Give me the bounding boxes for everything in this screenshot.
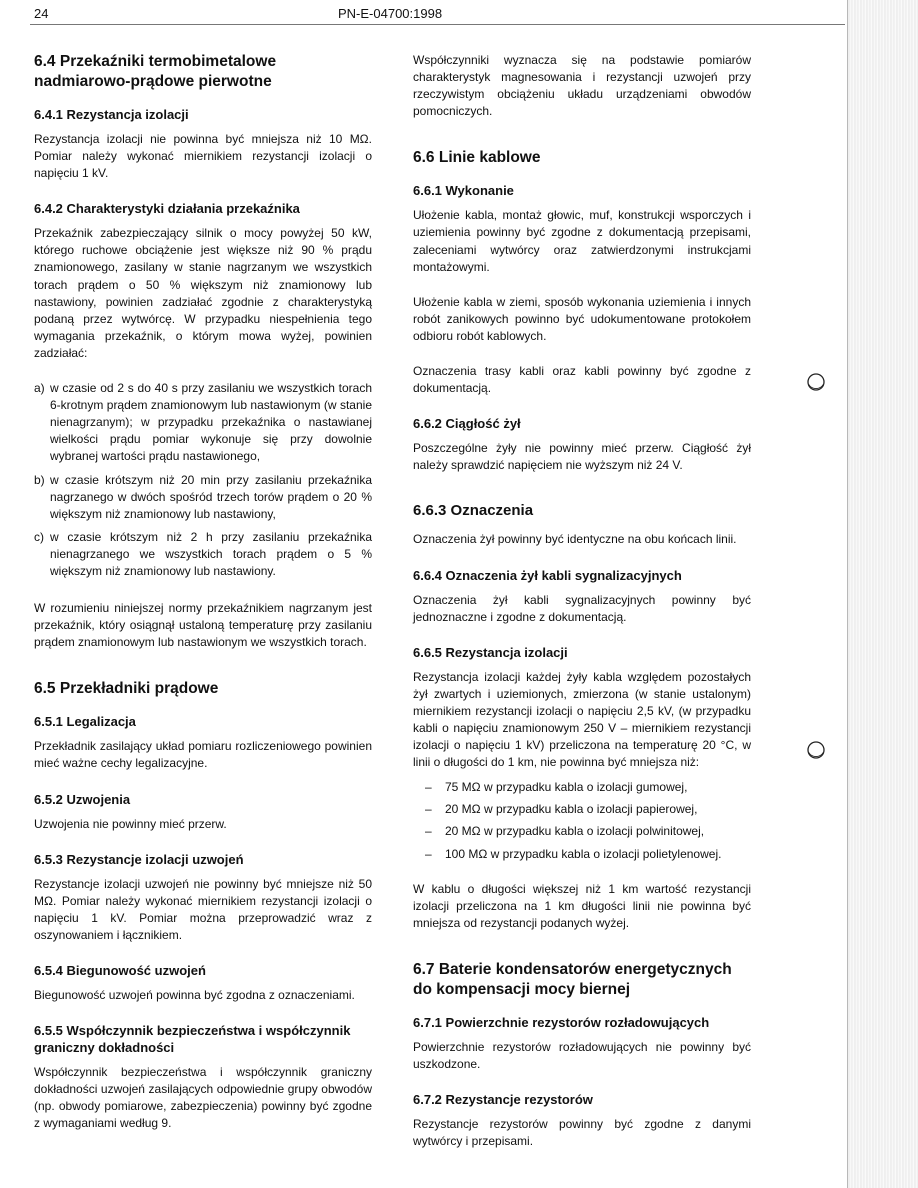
section-6-7-1-text: Powierzchnie rezystorów rozładowujących nie powinny być uszkodzone. xyxy=(413,1039,751,1071)
section-6-6-5-title: 6.6.5 Rezystancja izolacji xyxy=(413,644,568,660)
header-rule xyxy=(30,24,845,25)
section-6-4-1-text: Rezystancja izolacji nie powinna być mniejsza niż 10 MΩ. Pomiar należy wykonać miernikiem rezystancji izolacji o napięciu 1 kV. xyxy=(34,132,372,181)
section-6-6-3-title: 6.6.3 Oznaczenia xyxy=(413,502,534,520)
right-column xyxy=(413,52,751,1168)
section-6-7-2-title: 6.7.2 Rezystancje rezystorów xyxy=(413,1092,593,1108)
section-6-6-title: 6.6 Linie kablowe xyxy=(413,149,541,167)
list-item xyxy=(413,779,751,796)
list-marker: c) xyxy=(34,529,44,544)
list-item-text: 100 MΩ w przypadku kabla o izolacji polietylenowej. xyxy=(445,846,722,861)
section-6-4-2-title: 6.4.2 Charakterystyki działania przekaźnika xyxy=(34,201,300,217)
section-6-4-1-title: 6.4.1 Rezystancja izolacji xyxy=(34,107,189,122)
list-marker: – xyxy=(425,824,432,839)
section-6-6-2-text: Poszczególne żyły nie powinny mieć przerw. Ciągłość żył należy sprawdzić napięciem nie wyższym niż 24 V. xyxy=(413,441,751,473)
list-marker: – xyxy=(425,802,432,817)
section-6-4-2-note: W rozumieniu niniejszej normy przekaźnikiem nagrzanym jest przekaźnik, który osiągnął ustaloną temperaturę przy zasilaniu prądem znamionowym lub nastawionym we wszystkich torach. xyxy=(34,601,372,650)
section-6-6-1-paragraph: Ułożenie kabla w ziemi, sposób wykonania uziemienia i innych robót zanikowych powinno być udokumentowane protokołem odbioru robót kablowych. xyxy=(413,294,751,343)
resistance-list xyxy=(413,779,751,862)
list-marker: b) xyxy=(34,472,45,487)
binder-hole-icon xyxy=(806,740,826,760)
list-item-text: w czasie krótszym niż 2 h przy zasilaniu przekaźnika nienagrzanego we wszystkich torach prądem o 5 % większym niż znamionowy lub nastawiony. xyxy=(50,529,372,578)
section-6-6-1-paragraph: Oznaczenia trasy kabli oraz kabli powinny być zgodne z dokumentacją. xyxy=(413,364,751,396)
list-item-text: 20 MΩ w przypadku kabla o izolacji polwinitowej, xyxy=(445,824,705,839)
list-item-text: 20 MΩ w przypadku kabla o izolacji papierowej, xyxy=(445,802,698,817)
section-6-5-2-text: Uzwojenia nie powinny mieć przerw. xyxy=(34,816,227,831)
section-6-7-title: 6.7 Baterie kondensatorów energetycznych do kompensacji mocy biernej xyxy=(413,960,732,998)
list-item xyxy=(413,846,751,863)
section-6-5-3-title: 6.5.3 Rezystancje izolacji uzwojeń xyxy=(34,851,244,867)
section-6-5-5-text: Współczynnik bezpieczeństwa i współczynnik graniczny dokładności uzwojeń zasilających odpowiednie grupy obwodów (np. obwody pomiarowe, zabezpieczenia) powinny być zgodne z wymaganiami według 9. xyxy=(34,1065,372,1131)
list-item-text: 75 MΩ w przypadku kabla o izolacji gumowej, xyxy=(445,780,688,795)
section-6-7-2-text: Rezystancje rezystorów powinny być zgodne z danymi wytwórcy i przepisami. xyxy=(413,1117,751,1149)
section-6-6-3-text: Oznaczenia żył powinny być identyczne na obu końcach linii. xyxy=(413,532,737,547)
section-6-5-2-title: 6.5.2 Uzwojenia xyxy=(34,791,131,807)
section-6-4-title: 6.4 Przekaźniki termobimetalowe nadmiarowo-prądowe pierwotne xyxy=(34,53,277,90)
list-item xyxy=(413,801,751,818)
list-marker: – xyxy=(425,780,432,795)
scan-edge xyxy=(848,0,918,1188)
list-item-text: w czasie krótszym niż 20 min przy zasilaniu przekaźnika nagrzanego w dwóch spośród trzech torów prądem o 20 % większym niż znamionowy lub nastawiony, xyxy=(50,472,372,521)
list-marker: – xyxy=(425,846,432,861)
list-item-text: w czasie od 2 s do 40 s przy zasilaniu we wszystkich torach 6-krotnym prądem znamionowym lub nastawionym (w stanie nienagrzanym); w przypadku przekaźnika o nastawianej wielkości prądu pomiar wykonuje się przy dowolnie wybranej wartości prądu nastawionego, xyxy=(50,381,372,464)
left-column xyxy=(34,52,372,1150)
section-6-5-1-title: 6.5.1 Legalizacja xyxy=(34,714,136,730)
page-number: 24 xyxy=(34,6,49,21)
section-6-6-1-paragraph: Ułożenie kabla, montaż głowic, muf, konstrukcji wsporczych i uziemienia powinny być zgodne z dokumentacją przepisami, zaleceniami wytwórcy oraz zatwierdzonymi instrukcjami montażowymi. xyxy=(413,208,751,274)
section-6-6-5-note: W kablu o długości większej niż 1 km wartość rezystancji izolacji przeliczona na 1 km długości linii nie powinna być mniejsza od rezystancji podanych wyżej. xyxy=(413,881,751,930)
section-6-5-1-text: Przekładnik zasilający układ pomiaru rozliczeniowego powinien mieć ważne cechy legalizacyjne. xyxy=(34,739,372,771)
list-marker: a) xyxy=(34,381,45,396)
list-item xyxy=(34,472,372,523)
list-item xyxy=(34,529,372,580)
standard-code: PN-E-04700:1998 xyxy=(338,6,443,21)
section-6-5-5-title: 6.5.5 Współczynnik bezpieczeństwa i współczynnik graniczny dokładności xyxy=(34,1023,351,1056)
section-6-5-3-text: Rezystancje izolacji uzwojeń nie powinny być mniejsze niż 50 MΩ. Pomiar należy wykonać miernikiem rezystancji izolacji o napięciu 1 kV. Pomiar można przeprowadzić wraz z oszynowaniem i łącznikiem. xyxy=(34,876,372,942)
section-6-5-4-text: Biegunowość uzwojeń powinna być zgodna z oznaczeniami. xyxy=(34,988,355,1002)
list-item xyxy=(34,380,372,465)
section-6-4-2-text: Przekaźnik zabezpieczający silnik o mocy powyżej 50 kW, którego ruchowe obciążenie jest większe niż 90 % prądu znamionowego, zasilany w stanie nagrzanym we wszystkich torach prądem o 50 % większym niż znamionowy lub nastawiony, powinien zadziałać zgodnie z charakterystyką podaną przez wytwórcę. W przypadku niespełnienia tego wymagania przekaźnik, o którym mowa wyżej, powinien zadziałać: xyxy=(34,226,372,360)
section-6-7-1-title: 6.7.1 Powierzchnie rezystorów rozładowujących xyxy=(413,1014,710,1030)
list-item xyxy=(413,823,751,840)
section-6-6-2-title: 6.6.2 Ciągłość żył xyxy=(413,416,521,432)
binder-hole-icon xyxy=(806,372,826,392)
conditions-list xyxy=(34,380,372,580)
section-6-6-4-text: Oznaczenia żył kabli sygnalizacyjnych powinny być jednoznaczne i zgodne z dokumentacją. xyxy=(413,592,751,624)
section-6-6-1-title: 6.6.1 Wykonanie xyxy=(413,183,514,199)
section-6-5-4-title: 6.5.4 Biegunowość uzwojeń xyxy=(34,963,206,978)
section-6-5-5-continued: Współczynniki wyznacza się na podstawie pomiarów charakterystyk magnesowania i rezystancji uzwojeń przy rzeczywistym obciążeniu układu urządzeniami obwodów pomocniczych. xyxy=(413,53,751,119)
section-6-6-5-text: Rezystancja izolacji każdej żyły kabla względem pozostałych żył zwartych i uziemionych, zmierzona (w stanie ustalonym) miernikiem rezystancji izolacji o napięciu 2,5 kV, (w przypadku kabli o napięciu znamionowym 250 V – miernikiem rezystancji izolacji o napięciu 1 kV) przeliczona na temperaturę 20 °C, w linii o długości do 1 km, nie powinna być mniejsza niż: xyxy=(413,669,751,770)
section-6-6-4-title: 6.6.4 Oznaczenia żył kabli sygnalizacyjnych xyxy=(413,567,682,583)
section-6-5-title: 6.5 Przekładniki prądowe xyxy=(34,680,219,698)
